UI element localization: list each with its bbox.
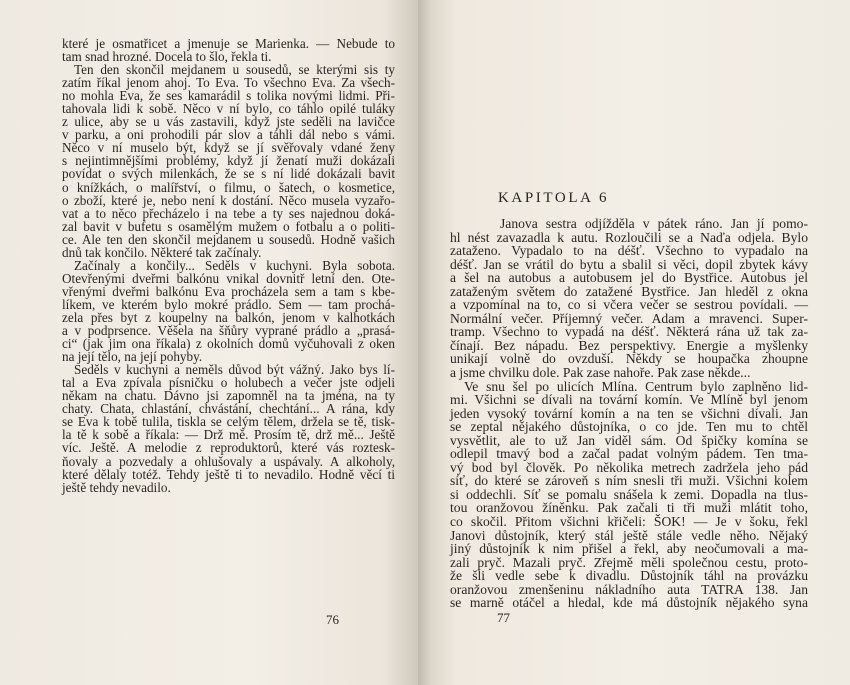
- text-line: ňovaly a pozvedaly a ohlušovaly a uspávaly. A alkoholy,: [62, 453, 395, 469]
- text-line: Ve snu šel po ulicích Mlína. Centrum bylo zaplněno lid-: [464, 378, 808, 394]
- page-number: 77: [497, 610, 510, 625]
- text-line: o zboží, které je, nebo není k dostání. Něco musela vyzařo-: [62, 192, 395, 208]
- text-line: síť, do které se zároveň s ním snesli tři muži. Všichni kolem: [450, 473, 808, 489]
- text-line: se zeptal nějakého důstojníka, o co jde. Ten mu to chtěl: [450, 419, 808, 435]
- text-line: ce. Ale ten den skončil mejdanem u sousedů. Hodně vašich: [62, 231, 395, 247]
- text-line: na její tělo, na její pohyby.: [62, 349, 203, 365]
- text-line: povídat o svých milenkách, že se s ní lidé dokázali bavit: [62, 166, 395, 182]
- text-line: a vzpomínal na to, co si včera večer se sestrou povídali. —: [450, 297, 808, 313]
- text-line: Janova sestra odjížděla v pátek ráno. Jan jí pomo-: [500, 216, 808, 231]
- text-line: Seděls v kuchyni a neměls důvod být vážný. Jako bys lí-: [74, 362, 395, 378]
- chapter-title: KAPITOLA 6: [498, 190, 610, 206]
- text-line: vřenými dveřmi balkónu Eva procházela sem a tam s kbe-: [62, 283, 395, 299]
- text-line: zali pryč. Mazali pryč. Zřejmě měli společnou cestu, proto-: [450, 554, 808, 570]
- text-line: zataženým světem do zatažené Bystřice. Jan hleděl z okna: [450, 283, 808, 299]
- text-line: mi. Všichni se dívali na tovární komín. Ve Mlíně byl jenom: [450, 392, 808, 408]
- text-line: líkem, ve kterém bylo mokré prádlo. Sem — tam prochá-: [62, 296, 395, 312]
- left-page: [0, 0, 418, 685]
- text-line: tramp. Všechno to vypadá na déšť. Některá rána už tak za-: [450, 324, 808, 340]
- text-line: ci“ (jak jim ona říkala) z okolních domů vyčuhovali z oken: [62, 336, 395, 352]
- text-line: chaty. Chata, chlastání, chvástání, chechtání... A rána, kdy: [62, 401, 395, 417]
- text-line: někam na chatu. Dávno jsi zapomněl na ta jména, na ty: [62, 388, 395, 404]
- text-line: zela přes byt z koupelny na balkón, jenom v kalhotkách: [62, 309, 395, 325]
- text-line: jiný důstojník k nim přišel a řekl, aby neočumovali a ma-: [450, 541, 808, 557]
- text-line: víc. Ještě. A melodie z reproduktorů, které vás roztesk-: [62, 440, 395, 456]
- page-number: 76: [326, 612, 339, 627]
- text-line: a jsme chvilku dole. Pak zase nahoře. Pak zase někde...: [450, 365, 751, 381]
- text-line: Janovi důstojník, který stál ještě stále vedle něho. Nějaký: [450, 527, 808, 543]
- text-line: tam snad hrozné. Docela to šlo, řekla ti.: [62, 49, 272, 65]
- text-line: hl nést zavazadla k autu. Rozloučili se a Naďa odjela. Bylo: [450, 229, 808, 245]
- text-line: Něco v ní muselo být, když se jí svěřovaly vdané ženy: [62, 140, 395, 156]
- text-line: oranžovou zmenšeninu nákladního auta TATRA 138. Jan: [450, 581, 808, 597]
- text-line: zataženo. Vypadalo to na déšť. Všechno to vypadalo na: [450, 243, 808, 259]
- text-line: vý bod byl člověk. Po několika metrech zadržela jeho pád: [450, 459, 808, 475]
- text-line: la tě k sobě a říkala: — Drž mě. Prosím tě, drž mě... Ještě: [62, 427, 395, 443]
- text-line: vysvětlit, ale to už Jan viděl sám. Od špičky komína se: [450, 432, 808, 448]
- text-line: že šli vedle sebe k divadlu. Důstojník táhl na provázku: [450, 568, 808, 584]
- text-line: unikají volně do ovzduší. Někdy se houpačka zhoupne: [450, 351, 808, 367]
- text-line: Ten den skončil mejdanem u sousedů, se kterými sis ty: [74, 62, 395, 78]
- text-line: čínají. Bez nápadu. Bez perspektivy. Energie a myšlenky: [450, 337, 808, 353]
- text-line: odlepil tmavý bod a začal padat volným pádem. Ten tma-: [450, 446, 808, 462]
- text-line: zatím říkal jenom ahoj. To Eva. To všechno Eva. Za všech-: [62, 75, 395, 91]
- text-line: vat a to něco přecházelo i na tebe a ty ses najednou doká-: [62, 205, 395, 221]
- text-line: ještě tehdy nevadilo.: [62, 479, 171, 495]
- text-line: zal bavit v bufetu s osamělým mužem o fotbalu a o politi-: [62, 218, 395, 234]
- text-line: tou oranžovou žíněnku. Pak začali ti tři muži mlátit toho,: [450, 500, 808, 516]
- right-page-text: [450, 217, 808, 610]
- text-line: tal a Eva zpívala písničku o holubech a večer jste odjeli: [62, 375, 395, 391]
- text-line: z ulice, aby se u vás zastavili, když jste seděli na lavičce: [62, 114, 395, 130]
- text-line: co skočil. Přitom všichni křičeli: ŠOK! — Je v šoku, řekl: [450, 514, 808, 530]
- text-line: jeden vysoký tovární komín a na ten se všichni dívali. Jan: [450, 405, 808, 421]
- text-line: dnů tak končilo. Některé tak začínaly.: [62, 244, 262, 260]
- text-line: Začínaly a končily... Seděls v kuchyni. Byla sobota.: [74, 257, 395, 273]
- left-page-text: [62, 37, 395, 494]
- text-line: Normální večer. Příjemný večer. Adam a mravenci. Super-: [450, 310, 808, 326]
- text-line: v parku, a oni prohodili pár slov a táhli dál nebo s vámi.: [62, 127, 395, 143]
- text-line: které dělaly totéž. Tehdy ještě ti to nevadilo. Hodně věcí ti: [62, 466, 395, 482]
- text-line: a šel na autobus a autobusem jel do Bystřice. Autobus jel: [450, 270, 808, 286]
- text-line: no mohla Eva, že ses kamarádil s tolika novými lidmi. Při-: [62, 88, 395, 104]
- text-line: si oddechli. Síť se pomalu snášela k zemi. Dopadla na tlus-: [450, 486, 808, 502]
- text-line: a v podprsence. Věšela na šňůry vyprané prádlo a „prasá-: [62, 323, 395, 339]
- text-line: o knížkách, o malířství, o filmu, o šatech, o kosmetice,: [62, 179, 395, 195]
- text-line: s nejintimnějšími problémy, když jí ženatí muži dokázali: [62, 153, 395, 169]
- text-line: déšť. Jan se vrátil do bytu a sbalil si věci, dopil zbytek kávy: [450, 256, 808, 272]
- text-line: které je osmatřicet a jmenuje se Marienka. — Nebude to: [62, 36, 395, 51]
- text-line: se marně otáčel a hledal, kde má důstojník nějakého syna: [450, 595, 808, 611]
- text-line: tahovala lidi k sobě. Něco v ní bylo, co táhlo opilé tuláky: [62, 101, 395, 117]
- text-line: se Eva k tobě tulila, tiskla se celým tělem, držela se tě, tisk-: [62, 414, 395, 430]
- text-line: Otevřenými dveřmi balkónu vnikal dovnitř letní den. Ote-: [62, 270, 395, 286]
- right-page: [418, 0, 850, 685]
